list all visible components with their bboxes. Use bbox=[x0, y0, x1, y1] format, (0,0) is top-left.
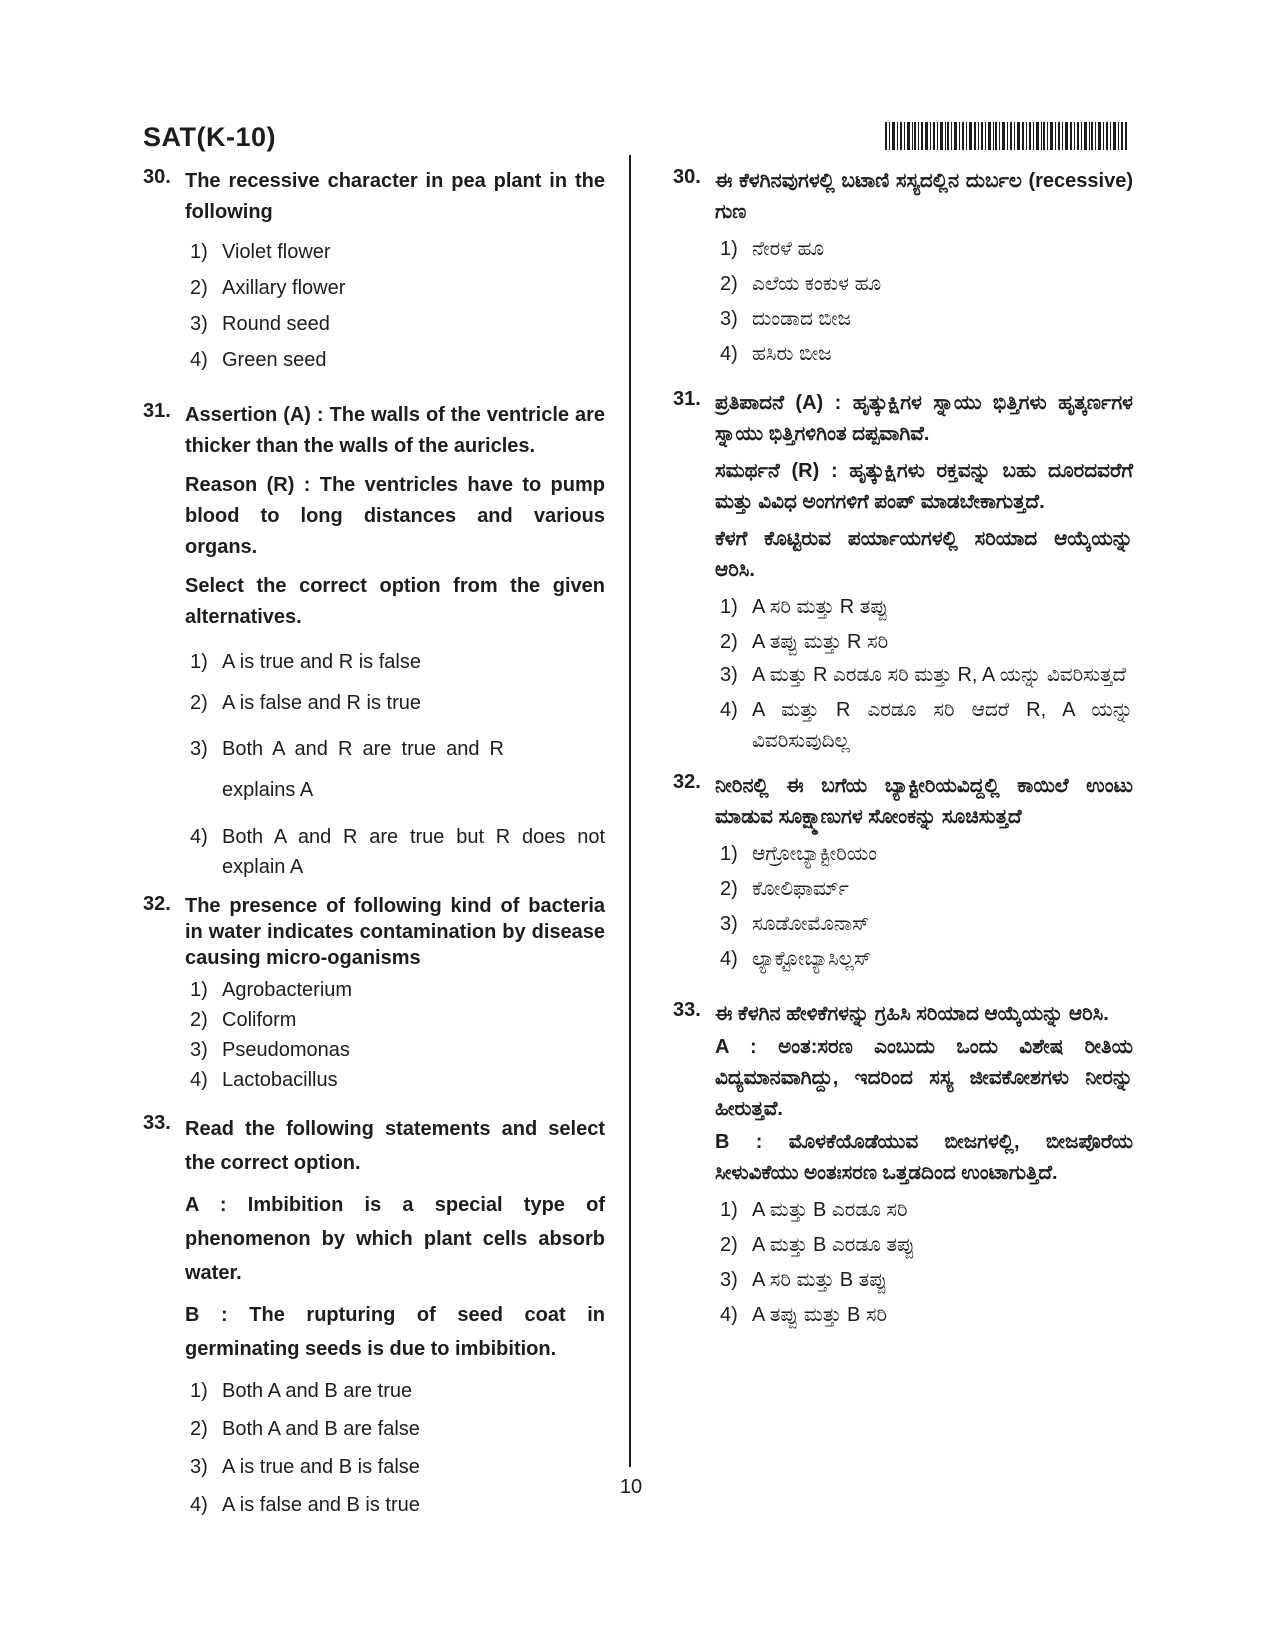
instruction-text: ಕೆಳಗೆ ಕೊಟ್ಟಿರುವ ಪರ್ಯಾಯಗಳಲ್ಲಿ ಸರಿಯಾದ ಆಯ್ಕೆಯನ್ನು ಆರಿಸಿ. bbox=[715, 528, 1133, 581]
question-number: 33. bbox=[673, 999, 701, 1021]
option-item: 1) A ಸರಿ ಮತ್ತು R ತಪ್ಪು bbox=[720, 596, 889, 618]
reason-text: ಸಮರ್ಥನೆ (R) : ಹೃತ್ಕುಕ್ಷಿಗಳು ರಕ್ತವನ್ನು ಬಹು ದೂರದವರೆಗೆ ಮತ್ತು ವಿವಿಧ ಅಂಗಗಳಿಗೆ ಪಂಪ್ ಮಾಡಬೇಕಾಗುತ್ತದೆ. bbox=[715, 460, 1133, 513]
kannada-column bbox=[673, 166, 1133, 1333]
option-item: 3) A is true and B is false bbox=[190, 1456, 420, 1478]
question-text: The presence of following kind of bacteria in water indicates contamination by disease causing micro-oganisms bbox=[185, 895, 605, 969]
option-list bbox=[715, 837, 1133, 977]
option-item: 2) ಕೋಲಿಫಾರ್ಮ್ bbox=[720, 878, 849, 900]
option-list bbox=[715, 1193, 1133, 1333]
question-32-kn bbox=[673, 771, 1133, 977]
statement-b: B : ಮೊಳಕೆಯೊಡೆಯುವ ಬೀಜಗಳಲ್ಲಿ, ಬೀಜಪೊರೆಯ ಸೀಳುವಿಕೆಯು ಅಂತಃಸರಣ ಒತ್ತಡದಿಂದ ಉಂಟಾಗುತ್ತಿದೆ. bbox=[715, 1131, 1133, 1184]
question-number: 31. bbox=[143, 400, 171, 422]
question-31-kn bbox=[673, 388, 1133, 757]
option-item: 4) ಲ್ಯಾಕ್ಟೋಬ್ಯಾಸಿಲ್ಲಸ್ bbox=[720, 948, 872, 970]
assertion-text: Assertion (A) : The walls of the ventricle are thicker than the walls of the auricles. bbox=[185, 404, 605, 457]
option-list bbox=[715, 590, 1133, 757]
option-item: 2) Both A and B are false bbox=[190, 1418, 420, 1440]
option-item: 2) Coliform bbox=[190, 1009, 297, 1031]
statement-b: B : The rupturing of seed coat in germinating seeds is due to imbibition. bbox=[185, 1304, 605, 1360]
option-list bbox=[185, 647, 605, 882]
question-text: The recessive character in pea plant in the following bbox=[185, 170, 605, 223]
option-item: 2) A is false and R is true bbox=[190, 692, 421, 714]
question-33-en bbox=[143, 1112, 605, 1524]
option-item: 4) A ಮತ್ತು R ಎರಡೂ ಸರಿ ಆದರೆ R, A ಯನ್ನು ವಿವರಿಸುವುದಿಲ್ಲ bbox=[720, 699, 1133, 752]
option-item: 2) A ತಪ್ಪು ಮತ್ತು R ಸರಿ bbox=[720, 631, 889, 653]
english-column bbox=[143, 166, 605, 1524]
question-text: ನೀರಿನಲ್ಲಿ ಈ ಬಗೆಯ ಬ್ಯಾಕ್ಟೀರಿಯವಿದ್ದಲ್ಲಿ ಕಾಯಿಲೆ ಉಂಟು ಮಾಡುವ ಸೂಕ್ಷ್ಮಾಣುಗಳ ಸೋಂಕನ್ನು ಸೂಚಿಸುತ್ತದೆ bbox=[715, 775, 1133, 828]
option-item: 4) Both A and R are true but R does not explain A bbox=[190, 826, 605, 878]
option-list bbox=[715, 232, 1133, 372]
page-title: SAT(K-10) bbox=[143, 122, 277, 152]
question-30-kn bbox=[673, 166, 1133, 372]
statement-a: A : ಅಂತ:ಸರಣ ಎಂಬುದು ಒಂದು ವಿಶೇಷ ರೀತಿಯ ವಿದ್ಯಮಾನವಾಗಿದ್ದು, ಇದರಿಂದ ಸಸ್ಯ ಜೀವಕೋಶಗಳು ನೀರನ್ನು ಹೀರುತ್ತವೆ. bbox=[715, 1036, 1133, 1120]
question-number: 32. bbox=[673, 771, 701, 793]
question-number: 30. bbox=[143, 166, 171, 188]
question-32-en bbox=[143, 893, 605, 1095]
barcode-icon bbox=[885, 122, 1127, 150]
option-item: 2) Axillary flower bbox=[190, 277, 346, 299]
option-item: 1) A is true and R is false bbox=[190, 651, 421, 673]
option-item: 1) A ಮತ್ತು B ಎರಡೂ ಸರಿ bbox=[720, 1199, 908, 1221]
question-31-en bbox=[143, 400, 605, 882]
option-item: 3) Both A and R are true and R explains A bbox=[190, 738, 504, 801]
option-item: 3) ಸೂಡೋಮೊನಾಸ್ bbox=[720, 913, 870, 935]
reason-text: Reason (R) : The ventricles have to pump blood to long distances and various organs. bbox=[185, 474, 605, 558]
option-item: 1) Agrobacterium bbox=[190, 979, 353, 1001]
option-item: 3) A ಸರಿ ಮತ್ತು B ತಪ್ಪು bbox=[720, 1269, 888, 1291]
option-list bbox=[185, 234, 605, 378]
page-number: 10 bbox=[619, 1476, 643, 1498]
question-number: 31. bbox=[673, 388, 701, 410]
question-30-en bbox=[143, 166, 605, 378]
question-text: ಈ ಕೆಳಗಿನವುಗಳಲ್ಲಿ ಬಟಾಣಿ ಸಸ್ಯದಲ್ಲಿನ ದುರ್ಬಲ (recessive) ಗುಣ bbox=[715, 170, 1133, 223]
question-text: ಈ ಕೆಳಗಿನ ಹೇಳಿಕೆಗಳನ್ನು ಗ್ರಹಿಸಿ ಸರಿಯಾದ ಆಯ್ಕೆಯನ್ನು ಆರಿಸಿ. bbox=[715, 1003, 1109, 1025]
option-item: 4) A ತಪ್ಪು ಮತ್ತು B ಸರಿ bbox=[720, 1304, 888, 1326]
option-item: 2) A ಮತ್ತು B ಎರಡೂ ತಪ್ಪು bbox=[720, 1234, 915, 1256]
option-item: 3) A ಮತ್ತು R ಎರಡೂ ಸರಿ ಮತ್ತು R, A ಯನ್ನು ವಿವರಿಸುತ್ತದೆ bbox=[720, 664, 1127, 686]
column-divider bbox=[629, 155, 631, 1467]
question-number: 32. bbox=[143, 893, 171, 915]
assertion-text: ಪ್ರತಿಪಾದನೆ (A) : ಹೃತ್ಕುಕ್ಷಿಗಳ ಸ್ನಾಯು ಭಿತ್ತಿಗಳು ಹೃತ್ಕರ್ಣಗಳ ಸ್ನಾಯು ಭಿತ್ತಿಗಳಿಗಿಂತ ದಪ್ಪವಾಗಿವೆ. bbox=[715, 392, 1133, 445]
question-text: Read the following statements and select the correct option. bbox=[185, 1118, 605, 1174]
instruction-text: Select the correct option from the given alternatives. bbox=[185, 575, 605, 628]
option-item: 1) Violet flower bbox=[190, 241, 331, 263]
option-item: 3) ದುಂಡಾದ ಬೀಜ bbox=[720, 308, 852, 330]
option-list bbox=[185, 975, 605, 1095]
option-item: 2) ಎಲೆಯ ಕಂಕುಳ ಹೂ bbox=[720, 273, 882, 295]
option-item: 1) ನೇರಳೆ ಹೂ bbox=[720, 238, 825, 260]
question-number: 30. bbox=[673, 166, 701, 188]
option-item: 3) Pseudomonas bbox=[190, 1039, 350, 1061]
question-33-kn bbox=[673, 999, 1133, 1333]
option-item: 4) A is false and B is true bbox=[190, 1494, 420, 1516]
option-item: 4) Green seed bbox=[190, 349, 327, 371]
question-number: 33. bbox=[143, 1112, 171, 1134]
statement-a: A : Imbibition is a special type of phenomenon by which plant cells absorb water. bbox=[185, 1194, 605, 1284]
option-item: 4) ಹಸಿರು ಬೀಜ bbox=[720, 343, 832, 365]
option-item: 1) Both A and B are true bbox=[190, 1380, 413, 1402]
option-item: 3) Round seed bbox=[190, 313, 330, 335]
option-item: 4) Lactobacillus bbox=[190, 1069, 338, 1091]
option-list bbox=[185, 1372, 605, 1524]
option-item: 1) ಆಗ್ರೋಬ್ಯಾಕ್ಟೀರಿಯಂ bbox=[720, 843, 878, 865]
